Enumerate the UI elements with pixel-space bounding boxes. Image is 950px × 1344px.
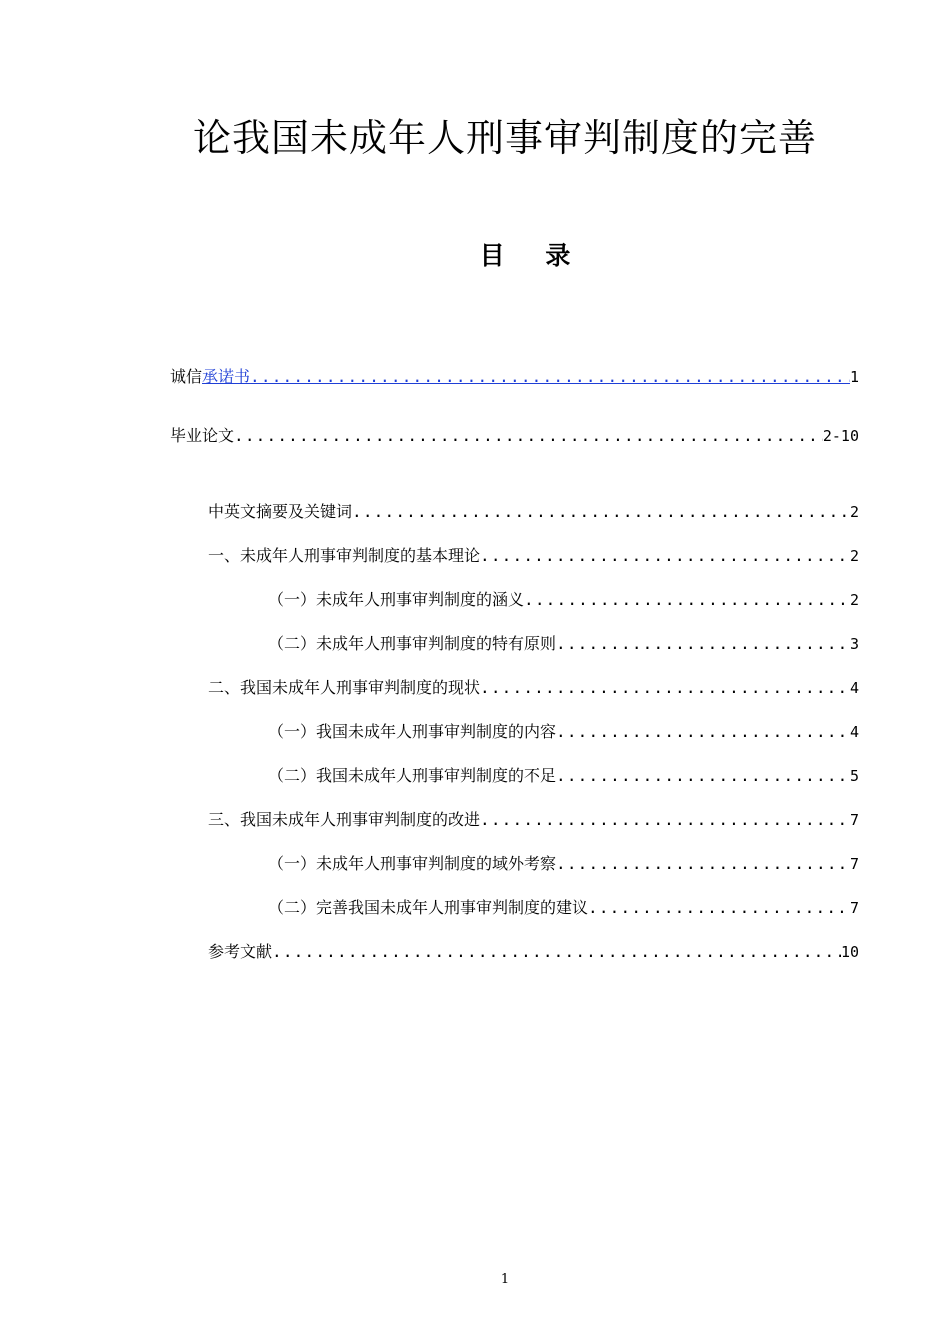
- toc-entry-page: 4: [849, 679, 859, 697]
- toc-entry-section-1-1[interactable]: [268, 588, 859, 612]
- toc-entry-abstract[interactable]: [208, 500, 859, 524]
- toc-entry-section-1-2[interactable]: [268, 632, 859, 656]
- toc-leader-dots: [480, 544, 850, 568]
- toc-leader-dots: [480, 676, 850, 700]
- toc-entry-page: 3: [849, 635, 859, 653]
- toc-leader-dots: [524, 588, 850, 612]
- toc-entry-page: 5: [849, 767, 859, 785]
- toc-entry-thesis[interactable]: [170, 424, 859, 448]
- toc-entry-label: 三、我国未成年人刑事审判制度的改进: [208, 810, 481, 829]
- toc-entry-page: 2: [849, 547, 859, 565]
- toc-entry-label: （二）未成年人刑事审判制度的特有原则: [268, 634, 557, 653]
- toc-entry-page: 7: [849, 855, 859, 873]
- toc-entry-integrity-pledge[interactable]: [170, 365, 859, 389]
- toc-leader-dots: [480, 808, 850, 832]
- toc-entry-label: （二）我国未成年人刑事审判制度的不足: [268, 766, 557, 785]
- toc-entry-section-2-1[interactable]: [268, 720, 859, 744]
- toc-leader-dots: [588, 896, 850, 920]
- document-title: 论我国未成年人刑事审判制度的完善: [192, 116, 817, 160]
- toc-entry-page: 7: [849, 899, 859, 917]
- toc-entry-link[interactable]: 承诺书: [202, 367, 251, 386]
- toc-leader-dots: [272, 940, 841, 964]
- toc-leader-dots: [352, 500, 850, 524]
- toc-entry-section-1[interactable]: [208, 544, 859, 568]
- toc-entry-page: 2: [849, 591, 859, 609]
- toc-entry-section-3[interactable]: [208, 808, 859, 832]
- toc-entry-label: 参考文献: [208, 942, 273, 961]
- toc-leader-dots: [250, 365, 850, 389]
- toc-entry-label: 毕业论文: [170, 426, 235, 445]
- footer-page-number: 1: [500, 1272, 510, 1287]
- toc-entry-label: 一、未成年人刑事审判制度的基本理论: [208, 546, 481, 565]
- toc-heading: 目 录: [479, 241, 587, 270]
- toc-leader-dots: [556, 852, 850, 876]
- toc-entry-page: 4: [849, 723, 859, 741]
- toc-entry-page: 2: [849, 503, 859, 521]
- toc-entry-references[interactable]: [208, 940, 859, 964]
- toc-entry-section-3-2[interactable]: [268, 896, 859, 920]
- toc-leader-dots: [556, 720, 850, 744]
- toc-entry-label: （二）完善我国未成年人刑事审判制度的建议: [268, 898, 589, 917]
- toc-leader-dots: [556, 632, 850, 656]
- toc-entry-prefix: 诚信: [170, 367, 203, 386]
- toc-entry-section-2[interactable]: [208, 676, 859, 700]
- toc-entry-page: 10: [840, 943, 859, 961]
- toc-entry-section-2-2[interactable]: [268, 764, 859, 788]
- toc-entry-page: 7: [849, 811, 859, 829]
- toc-leader-dots: [234, 424, 823, 448]
- toc-entry-label: （一）未成年人刑事审判制度的涵义: [268, 590, 525, 609]
- toc-entry-label: 二、我国未成年人刑事审判制度的现状: [208, 678, 481, 697]
- toc-entry-page: 2-10: [822, 427, 859, 445]
- toc-entry-page: 1: [849, 368, 859, 386]
- toc-entry-section-3-1[interactable]: [268, 852, 859, 876]
- toc-leader-dots: [556, 764, 850, 788]
- toc-entry-label: 中英文摘要及关键词: [208, 502, 353, 521]
- toc-entry-label: （一）未成年人刑事审判制度的域外考察: [268, 854, 557, 873]
- toc-entry-label: （一）我国未成年人刑事审判制度的内容: [268, 722, 557, 741]
